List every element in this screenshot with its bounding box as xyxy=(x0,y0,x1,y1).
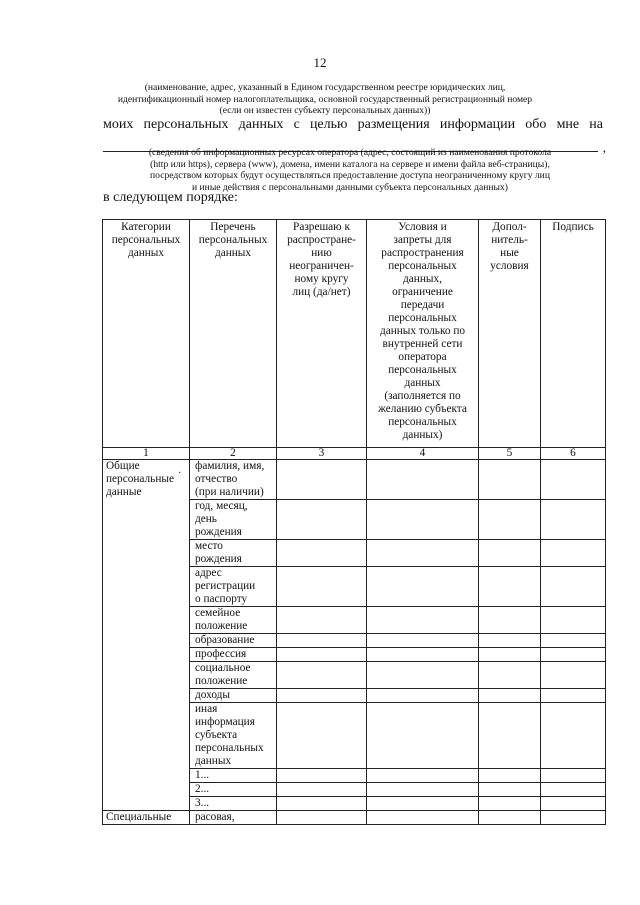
column-number: 5 xyxy=(479,448,541,460)
header-line: данных xyxy=(214,247,252,259)
header-line: условия xyxy=(490,260,529,272)
category-line: персональные xyxy=(106,473,174,485)
conditions-cell[interactable] xyxy=(367,460,479,500)
operator-caption xyxy=(90,82,560,117)
conditions-cell[interactable] xyxy=(367,648,479,662)
header-line: оператора xyxy=(398,351,447,363)
header-line: ограничение xyxy=(392,286,453,298)
permission-cell[interactable] xyxy=(277,567,367,607)
header-line: нитель- xyxy=(491,234,528,246)
header-line: желанию субъекта xyxy=(378,403,467,415)
permission-cell[interactable] xyxy=(277,689,367,703)
header-line: распространения xyxy=(381,247,464,259)
signature-cell[interactable] xyxy=(541,567,606,607)
data-item: иная информация субъекта персональных данных xyxy=(190,703,277,769)
additional-cell[interactable] xyxy=(479,662,541,689)
additional-cell[interactable] xyxy=(479,703,541,769)
additional-cell[interactable] xyxy=(479,769,541,783)
header-line: запреты для xyxy=(393,234,452,246)
extra-item: 2... xyxy=(190,783,277,797)
permission-cell[interactable] xyxy=(277,607,367,634)
header-line: данных xyxy=(127,247,165,259)
header-line: данных xyxy=(404,377,441,389)
category-line: данные xyxy=(106,486,142,498)
signature-cell[interactable] xyxy=(541,634,606,648)
header-additional xyxy=(479,220,541,448)
trailing-comma: , xyxy=(602,140,606,155)
conditions-cell[interactable] xyxy=(367,783,479,797)
header-line: Разрешаю к xyxy=(293,221,350,233)
permission-cell[interactable] xyxy=(277,634,367,648)
additional-cell[interactable] xyxy=(479,500,541,540)
additional-cell[interactable] xyxy=(479,607,541,634)
additional-cell[interactable] xyxy=(479,567,541,607)
signature-cell[interactable] xyxy=(541,797,606,811)
column-numbers-row xyxy=(103,448,606,460)
conditions-cell[interactable] xyxy=(367,567,479,607)
additional-cell[interactable] xyxy=(479,783,541,797)
signature-cell[interactable] xyxy=(541,811,606,825)
header-line: Условия и xyxy=(398,221,447,233)
permission-cell[interactable] xyxy=(277,460,367,500)
conditions-cell[interactable] xyxy=(367,662,479,689)
operator-caption-line: идентификационный номер налогоплательщика, основной государственный регистрационный номер xyxy=(117,93,533,105)
category-line: Общие xyxy=(106,460,140,472)
data-item: адрес регистрации о паспорту xyxy=(190,567,277,607)
header-line: персональных xyxy=(388,364,457,376)
signature-cell[interactable] xyxy=(541,648,606,662)
column-number: 6 xyxy=(541,448,606,460)
data-item: социальное положение xyxy=(190,662,277,689)
data-item: расовая, xyxy=(190,811,277,825)
table-header-row xyxy=(103,220,606,448)
header-conditions xyxy=(367,220,479,448)
data-item: фамилия, имя, отчество (при наличии) xyxy=(190,460,277,500)
conditions-cell[interactable] xyxy=(367,500,479,540)
additional-cell[interactable] xyxy=(479,811,541,825)
header-line: Перечень xyxy=(210,221,256,233)
data-item: образование xyxy=(190,634,277,648)
header-line: Подпись xyxy=(552,221,594,233)
conditions-cell[interactable] xyxy=(367,540,479,567)
signature-cell[interactable] xyxy=(541,460,606,500)
header-line: Допол- xyxy=(492,221,527,233)
category-special: Специальные xyxy=(103,811,190,825)
header-line: передачи xyxy=(400,299,445,311)
signature-cell[interactable] xyxy=(541,769,606,783)
permission-cell[interactable] xyxy=(277,811,367,825)
signature-cell[interactable] xyxy=(541,540,606,567)
conditions-cell[interactable] xyxy=(367,811,479,825)
resources-caption xyxy=(110,147,590,193)
signature-cell[interactable] xyxy=(541,783,606,797)
header-line: данных) xyxy=(402,429,443,441)
permission-cell[interactable] xyxy=(277,540,367,567)
data-item: место рождения xyxy=(190,540,277,567)
extra-item: 1... xyxy=(190,769,277,783)
header-line: Категории xyxy=(121,221,171,233)
extra-item: 3... xyxy=(190,797,277,811)
header-line: персональных xyxy=(198,234,268,246)
data-item: профессия xyxy=(190,648,277,662)
signature-cell[interactable] xyxy=(541,500,606,540)
table-row xyxy=(103,460,606,500)
header-line: лиц (да/нет) xyxy=(292,286,351,298)
resources-caption-line: посредством которых будут осуществляться предоставление доступа неограниченному кругу лиц xyxy=(150,170,550,181)
conditions-cell[interactable] xyxy=(367,797,479,811)
operator-caption-line: (если он известен субъекту персональных данных)) xyxy=(219,105,431,116)
stray-dot: . xyxy=(178,465,181,476)
header-line: ные xyxy=(500,247,519,259)
purpose-line: моих персональных данных с целью размещения информации обо мне на xyxy=(103,117,603,132)
page-number: 12 xyxy=(313,55,327,70)
header-list xyxy=(190,220,277,448)
additional-cell[interactable] xyxy=(479,634,541,648)
permission-cell[interactable] xyxy=(277,797,367,811)
header-line: (заполняется по xyxy=(384,390,461,402)
additional-cell[interactable] xyxy=(479,689,541,703)
conditions-cell[interactable] xyxy=(367,607,479,634)
signature-cell[interactable] xyxy=(541,689,606,703)
header-line: персональных xyxy=(388,260,457,272)
personal-data-table xyxy=(102,219,606,825)
additional-cell[interactable] xyxy=(479,540,541,567)
header-line: ному кругу xyxy=(294,273,349,285)
header-line: данных, xyxy=(403,273,442,285)
category-general xyxy=(103,460,190,811)
permission-cell[interactable] xyxy=(277,703,367,769)
permission-cell[interactable] xyxy=(277,648,367,662)
header-line: данных только по xyxy=(379,325,466,337)
conditions-cell[interactable] xyxy=(367,703,479,769)
header-line: внутренней сети xyxy=(382,338,463,350)
data-item: семейное положение xyxy=(190,607,277,634)
resources-caption-line: и иные действия с персональными данными субъекта персональных данных) xyxy=(192,181,508,193)
header-line: персональных xyxy=(111,234,181,246)
additional-cell[interactable] xyxy=(479,797,541,811)
signature-cell[interactable] xyxy=(541,703,606,769)
column-number: 1 xyxy=(103,448,190,460)
header-line: нию xyxy=(311,247,332,259)
additional-cell[interactable] xyxy=(479,460,541,500)
signature-cell[interactable] xyxy=(541,607,606,634)
operator-caption-line: (наименование, адрес, указанный в Едином государственном реестре юридических лиц, xyxy=(144,82,506,93)
resources-caption-line: (http или https), сервера (www), домена, имени каталога на сервере и имени файла веб-страницы), xyxy=(150,158,550,170)
table-row xyxy=(103,811,606,825)
header-categories xyxy=(103,220,190,448)
permission-cell[interactable] xyxy=(277,662,367,689)
header-line: персональных xyxy=(388,416,457,428)
header-line: неограничен- xyxy=(289,260,354,272)
permission-cell[interactable] xyxy=(277,769,367,783)
resources-caption-line: (сведения об информационных ресурсах оператора (адрес, состоящий из наименования протокола xyxy=(148,147,552,158)
conditions-cell[interactable] xyxy=(367,769,479,783)
column-number: 3 xyxy=(277,448,367,460)
conditions-cell[interactable] xyxy=(367,689,479,703)
signature-cell[interactable] xyxy=(541,662,606,689)
data-item: год, месяц, день рождения xyxy=(190,500,277,540)
header-line: персональных xyxy=(388,312,457,324)
column-number: 2 xyxy=(190,448,277,460)
order-heading: в следующем порядке: xyxy=(103,190,238,205)
header-line: распростране- xyxy=(287,234,356,246)
header-signature xyxy=(541,220,606,448)
data-item: доходы xyxy=(190,689,277,703)
additional-cell[interactable] xyxy=(479,648,541,662)
column-number: 4 xyxy=(367,448,479,460)
permission-cell[interactable] xyxy=(277,783,367,797)
conditions-cell[interactable] xyxy=(367,634,479,648)
permission-cell[interactable] xyxy=(277,500,367,540)
header-permission xyxy=(277,220,367,448)
